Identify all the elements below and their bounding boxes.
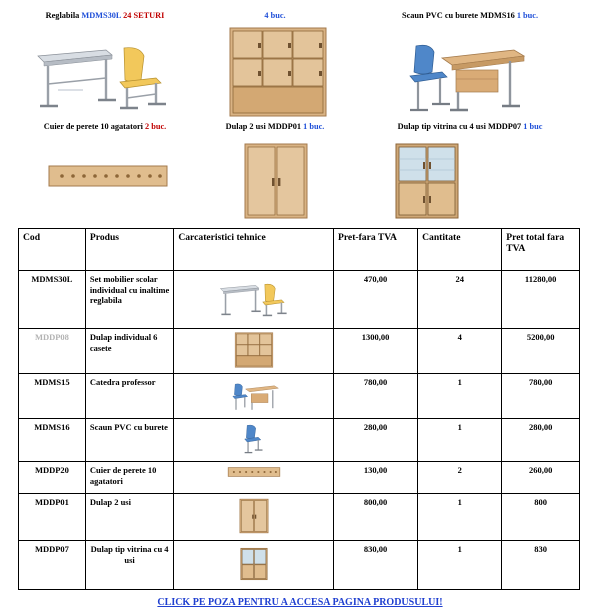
gallery-image-locker[interactable] (228, 26, 328, 118)
th-cod: Cod (19, 229, 86, 271)
cell-cod: MDDP08 (19, 329, 86, 374)
gallery-qty-wardrobe: 1 buc. (303, 122, 325, 131)
gallery-image-school-desk[interactable] (28, 28, 178, 113)
table-row (19, 419, 580, 462)
cell-cod: MDMS16 (19, 419, 86, 462)
cell-cod: MDDP07 (19, 541, 86, 590)
cell-cod: MDMS30L (19, 271, 86, 329)
gallery-image-teacher-desk[interactable] (398, 28, 528, 118)
cell-thumb[interactable] (174, 541, 334, 590)
cell-pret: 1300,00 (333, 329, 417, 374)
cell-pret: 130,00 (333, 462, 417, 494)
table-row (19, 494, 580, 541)
cell-produs: Cuier de perete 10 agatatori (85, 462, 173, 494)
cell-total: 5200,00 (502, 329, 580, 374)
cell-pret: 780,00 (333, 374, 417, 419)
th-total: Pret total fara TVA (502, 229, 580, 271)
gallery-caption-wardrobe (210, 121, 340, 132)
cell-total: 780,00 (502, 374, 580, 419)
cell-pret: 280,00 (333, 419, 417, 462)
cell-thumb[interactable] (174, 271, 334, 329)
wardrobe-2-doors-icon (243, 142, 309, 220)
th-pret: Pret-fara TVA (333, 229, 417, 271)
gallery-code-desk: MDMS30L (81, 11, 122, 20)
cell-pret: 470,00 (333, 271, 417, 329)
gallery-label-rack: Cuier de perete 10 agatatori (43, 122, 143, 131)
table-row (19, 329, 580, 374)
teacher-desk-chair-icon (398, 28, 528, 118)
wall-coat-rack-icon (48, 160, 168, 192)
cell-cod: MDMS15 (19, 374, 86, 419)
gallery-image-wardrobe[interactable] (243, 142, 309, 220)
cell-produs: Scaun PVC cu burete (85, 419, 173, 462)
gallery-caption-rack (0, 121, 210, 132)
cell-cantitate: 1 (418, 374, 502, 419)
table-row (19, 541, 580, 590)
wardrobe-2-doors-icon (239, 497, 269, 535)
wall-coat-rack-icon (214, 465, 294, 479)
cell-cantitate: 1 (418, 419, 502, 462)
cell-total: 11280,00 (502, 271, 580, 329)
cell-thumb[interactable] (174, 419, 334, 462)
gallery-qty-teacherdesk: 1 buc. (516, 11, 539, 20)
th-produs: Produs (85, 229, 173, 271)
gallery-code-teacherdesk: MDMS16 (480, 11, 515, 20)
locker-cabinet-6-icon (234, 332, 274, 368)
pvc-chair-icon (237, 422, 271, 456)
glass-display-cabinet-icon (394, 142, 460, 220)
gallery-code-wardrobe: MDDP01 (267, 122, 302, 131)
gallery-label-vitrina: Dulap tip vitrina cu 4 usi (397, 122, 486, 131)
cell-pret: 800,00 (333, 494, 417, 541)
gallery-qty-locker: 4 buc. (264, 11, 286, 20)
cell-thumb[interactable] (174, 374, 334, 419)
gallery-label-wardrobe: Dulap 2 usi (225, 122, 266, 131)
cell-cantitate: 2 (418, 462, 502, 494)
cell-produs: Dulap individual 6 casete (85, 329, 173, 374)
cell-total: 260,00 (502, 462, 580, 494)
cell-thumb[interactable] (174, 462, 334, 494)
glass-display-cabinet-icon (240, 544, 268, 584)
gallery-caption-teacherdesk (340, 10, 600, 21)
gallery-label-teacherdesk: Scaun PVC cu burete (401, 11, 479, 20)
table-row (19, 374, 580, 419)
gallery-qty-vitrina: 1 buc (523, 122, 543, 131)
school-desk-chair-icon (211, 274, 297, 318)
locker-cabinet-6-icon (228, 26, 328, 118)
table-row (19, 462, 580, 494)
cell-produs: Set mobilier scolar individual cu inaltime reglabila (85, 271, 173, 329)
cell-cantitate: 4 (418, 329, 502, 374)
teacher-desk-icon (223, 377, 285, 413)
table-header-row (19, 229, 580, 271)
cell-pret: 830,00 (333, 541, 417, 590)
gallery-qty-rack: 2 buc. (145, 122, 167, 131)
cell-total: 800 (502, 494, 580, 541)
footer-note[interactable]: CLICK PE POZA PENTRU A ACCESA PAGINA PRODUSULUI! (157, 597, 443, 608)
cell-produs: Dulap 2 usi (85, 494, 173, 541)
gallery-image-display-cabinet[interactable] (394, 142, 460, 220)
gallery-qty-desk: 24 SETURI (123, 11, 165, 20)
school-desk-chair-icon (28, 28, 178, 113)
cell-cantitate: 24 (418, 271, 502, 329)
table-row (19, 271, 580, 329)
cell-produs: Dulap tip vitrina cu 4 usi (85, 541, 173, 590)
cell-cod: MDDP01 (19, 494, 86, 541)
gallery-code-vitrina: MDDP07 (487, 122, 522, 131)
cell-total: 830 (502, 541, 580, 590)
gallery-caption-locker (210, 10, 340, 21)
th-cantitate: Cantitate (418, 229, 502, 271)
cell-produs: Catedra professor (85, 374, 173, 419)
cell-thumb[interactable] (174, 329, 334, 374)
cell-cantitate: 1 (418, 541, 502, 590)
gallery-caption-vitrina (340, 121, 600, 132)
th-caracteristici: Carcateristici tehnice (174, 229, 334, 271)
cell-cod: MDDP20 (19, 462, 86, 494)
gallery-caption-desk (0, 10, 210, 21)
cell-cantitate: 1 (418, 494, 502, 541)
gallery-label-desk: Reglabila (45, 11, 80, 20)
gallery-image-coat-rack[interactable] (48, 160, 168, 192)
cell-thumb[interactable] (174, 494, 334, 541)
products-table (18, 228, 580, 590)
cell-total: 280,00 (502, 419, 580, 462)
gallery-row-2-captions (0, 121, 600, 132)
gallery-row-1-captions (0, 10, 600, 21)
